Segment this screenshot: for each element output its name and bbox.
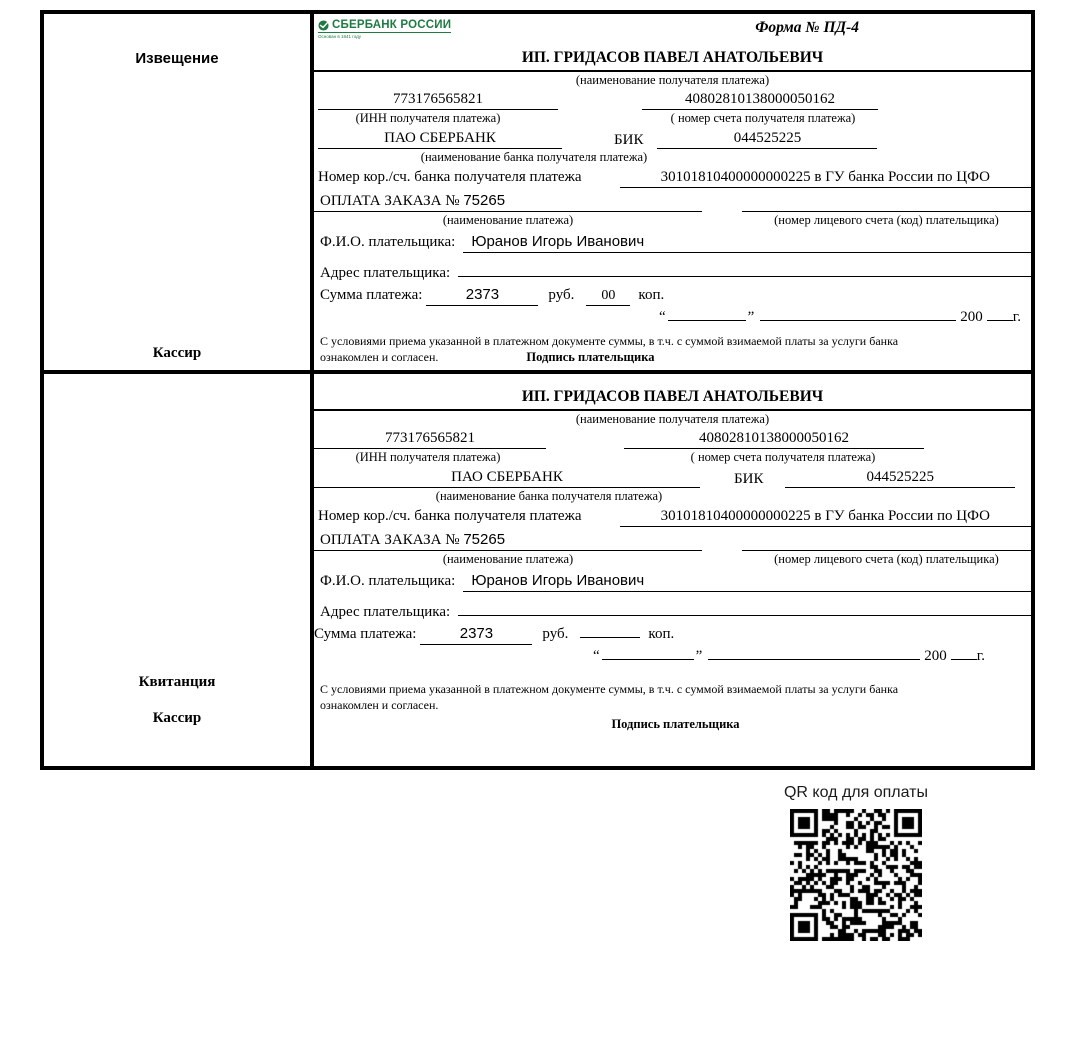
payer-name-label: Ф.И.О. плательщика: xyxy=(320,573,456,589)
payer-address-field xyxy=(458,257,1031,277)
kop-label: коп. xyxy=(638,287,665,303)
recipient-name: ИП. ГРИДАСОВ ПАВЕЛ АНАТОЛЬЕВИЧ xyxy=(314,388,1031,411)
form-number-label: Форма № ПД-4 xyxy=(755,19,859,36)
bik-label: БИК xyxy=(614,132,644,148)
payer-signature-label: Подпись плательщика xyxy=(611,717,740,731)
header-row xyxy=(318,19,1027,49)
agreement-line2-row xyxy=(320,349,1031,365)
payer-name-row xyxy=(320,233,1031,253)
payer-name-label: Ф.И.О. плательщика: xyxy=(320,234,456,250)
sum-kop-field xyxy=(580,636,640,638)
bank-caption: (наименование банка получателя платежа) xyxy=(420,150,648,164)
bank-row xyxy=(314,130,1031,149)
sum-kop-value: 00 xyxy=(601,288,616,303)
recipient-name-caption: (наименование получателя платежа) xyxy=(575,73,770,87)
agreement-line1: С условиями приема указанной в платежном документе суммы, в т.ч. с суммой взимаемой платы за услуги банка xyxy=(320,334,899,348)
date-month-field xyxy=(708,658,920,660)
inn-account-row xyxy=(314,91,1031,110)
cashier-label: Кассир xyxy=(152,710,202,726)
corr-account-value: 30101810400000000225 в ГУ банка России по ЦФО xyxy=(620,508,1031,527)
inn-account-row xyxy=(314,430,1031,449)
corr-account-value: 30101810400000000225 в ГУ банка России по ЦФО xyxy=(620,169,1031,188)
payment-sum-row xyxy=(314,625,1031,645)
personal-account-caption: (номер лицевого счета (код) плательщика) xyxy=(774,213,999,227)
payment-name-caption: (наименование платежа) xyxy=(442,552,574,566)
purpose-captions-row xyxy=(314,551,1031,568)
sberbank-logo xyxy=(318,19,451,39)
bank-caption: (наименование банка получателя платежа) xyxy=(435,489,663,503)
receipt-panel xyxy=(314,374,1031,766)
payer-address-row xyxy=(320,596,1031,621)
close-quote: ” xyxy=(747,309,755,325)
date-year-field xyxy=(987,319,1013,321)
payer-name-value: Юранов Игорь Иванович xyxy=(471,233,645,250)
notice-section xyxy=(44,14,1031,370)
qr-payment-block xyxy=(782,784,930,941)
payment-name-caption: (наименование платежа) xyxy=(442,213,574,227)
sum-rub-value: 2373 xyxy=(465,286,500,303)
purpose-captions-row xyxy=(314,212,1031,229)
date-day-field xyxy=(602,658,694,660)
account-value: 40802810138000050162 xyxy=(624,430,924,449)
bank-name-value: ПАО СБЕРБАНК xyxy=(314,469,700,488)
date-day-field xyxy=(668,319,746,321)
receipt-section xyxy=(44,370,1031,766)
bank-caption-row xyxy=(314,149,1031,166)
corr-account-label: Номер кор./сч. банка получателя платежа xyxy=(318,169,582,185)
agreement-line1: С условиями приема указанной в платежном документе суммы, в т.ч. с суммой взимаемой платы за услуги банка xyxy=(320,682,899,696)
qr-code xyxy=(790,809,922,941)
kop-label: коп. xyxy=(648,626,675,642)
bank-name-value: ПАО СБЕРБАНК xyxy=(318,130,562,149)
payer-address-row xyxy=(320,257,1031,282)
notice-side-column xyxy=(44,14,314,370)
qr-caption: QR код для оплаты xyxy=(783,784,928,801)
inn-value: 773176565821 xyxy=(314,430,546,449)
sum-rub-field xyxy=(420,625,532,645)
corr-account-row xyxy=(318,169,1031,188)
rub-label: руб. xyxy=(542,626,569,642)
payment-purpose-label: ОПЛАТА ЗАКАЗА № xyxy=(320,532,460,548)
bank-caption-row xyxy=(314,488,1031,505)
sberbank-logo-text: СБЕРБАНК РОССИИ xyxy=(332,19,452,31)
corr-account-row xyxy=(318,508,1031,527)
corr-account-label: Номер кор./сч. банка получателя платежа xyxy=(318,508,582,524)
sberbank-logo-icon xyxy=(318,20,329,31)
payer-name-row xyxy=(320,572,1031,592)
account-value: 40802810138000050162 xyxy=(642,91,878,110)
date-month-field xyxy=(760,319,956,321)
rub-label: руб. xyxy=(548,287,575,303)
inn-account-captions xyxy=(314,110,1031,127)
year-suffix: г. xyxy=(976,648,985,664)
payer-address-field xyxy=(458,596,1031,616)
order-number-value: 75265 xyxy=(463,531,506,548)
notice-panel xyxy=(314,14,1031,370)
sum-rub-field xyxy=(426,286,538,306)
recipient-name-caption: (наименование получателя платежа) xyxy=(575,412,770,426)
personal-account-caption: (номер лицевого счета (код) плательщика) xyxy=(774,552,999,566)
year-prefix: 200 xyxy=(924,648,947,664)
payer-name-value: Юранов Игорь Иванович xyxy=(471,572,645,589)
date-row xyxy=(314,648,985,665)
date-row xyxy=(314,309,1021,326)
inn-caption: (ИНН получателя платежа) xyxy=(355,111,501,125)
payer-address-label: Адрес плательщика: xyxy=(320,604,451,620)
payer-name-field xyxy=(463,572,1031,592)
agreement-line2: ознакомлен и согласен. xyxy=(320,698,439,712)
sberbank-logo-main xyxy=(318,19,451,33)
sberbank-logo-tagline: Основан в 1841 году xyxy=(318,34,362,39)
account-caption: ( номер счета получателя платежа) xyxy=(670,111,856,125)
bik-value: 044525225 xyxy=(657,130,877,149)
payment-purpose-row xyxy=(314,531,1031,551)
payment-sum-label: Сумма платежа: xyxy=(314,626,417,642)
notice-title: Извещение xyxy=(135,50,219,67)
bik-label: БИК xyxy=(734,471,764,487)
agreement-line2: ознакомлен и согласен. xyxy=(320,350,439,364)
agreement-block xyxy=(320,681,1031,732)
payer-name-field xyxy=(463,233,1031,253)
year-prefix: 200 xyxy=(960,309,983,325)
open-quote: “ xyxy=(658,309,666,325)
recipient-name: ИП. ГРИДАСОВ ПАВЕЛ АНАТОЛЬЕВИЧ xyxy=(314,49,1031,72)
payment-purpose xyxy=(314,531,702,551)
receipt-side-column xyxy=(44,374,314,766)
date-year-field xyxy=(951,658,977,660)
payer-signature-label: Подпись плательщика xyxy=(526,350,655,364)
personal-account-field xyxy=(742,532,1031,551)
payment-purpose-label: ОПЛАТА ЗАКАЗА № xyxy=(320,193,460,209)
inn-caption: (ИНН получателя платежа) xyxy=(355,450,501,464)
payment-purpose-row xyxy=(314,192,1031,212)
sum-rub-value: 2373 xyxy=(459,625,494,642)
payment-form-pd4 xyxy=(40,10,1035,770)
close-quote: ” xyxy=(695,648,703,664)
bik-value: 044525225 xyxy=(785,469,1015,488)
account-caption: ( номер счета получателя платежа) xyxy=(690,450,876,464)
payer-address-label: Адрес плательщика: xyxy=(320,265,451,281)
payment-purpose xyxy=(314,192,702,212)
personal-account-field xyxy=(742,193,1031,212)
cashier-label: Кассир xyxy=(152,345,202,361)
bank-row xyxy=(314,469,1031,488)
sum-kop-field xyxy=(586,288,630,306)
inn-value: 773176565821 xyxy=(318,91,558,110)
agreement-block xyxy=(320,333,1031,365)
receipt-title: Квитанция xyxy=(138,674,216,690)
open-quote: “ xyxy=(592,648,600,664)
payment-sum-row xyxy=(320,286,1031,306)
inn-account-captions xyxy=(314,449,1031,466)
payment-sum-label: Сумма платежа: xyxy=(320,287,423,303)
year-suffix: г. xyxy=(1012,309,1021,325)
order-number-value: 75265 xyxy=(463,192,506,209)
